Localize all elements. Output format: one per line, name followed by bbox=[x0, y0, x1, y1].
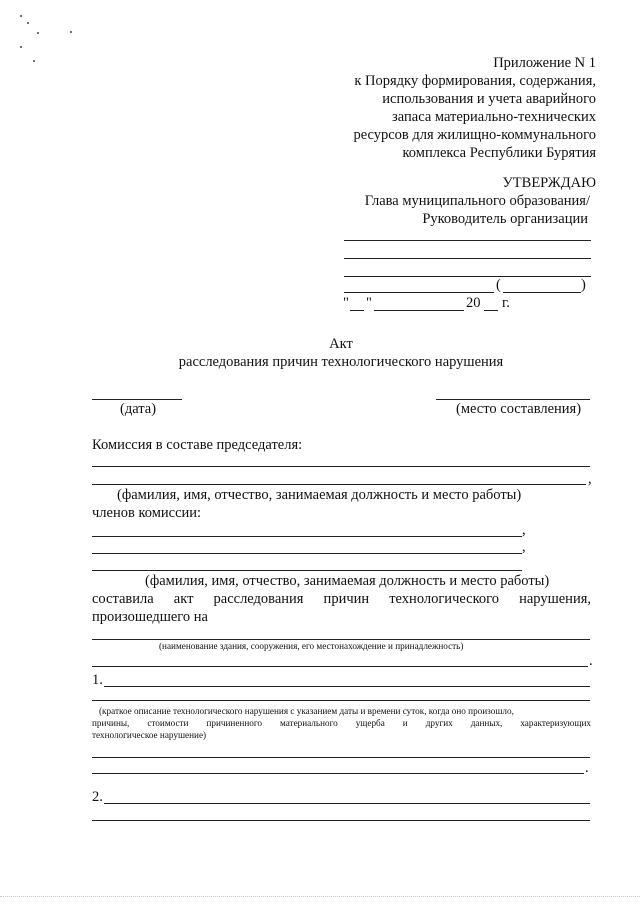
signature-paren-open: ( bbox=[496, 277, 501, 293]
description-caption: технологическое нарушение) bbox=[92, 730, 207, 740]
building-blank-line bbox=[92, 666, 588, 667]
fio-caption: (фамилия, имя, отчество, занимаемая должность и место работы) bbox=[117, 487, 522, 503]
signature-name-line bbox=[503, 292, 581, 293]
approval-position: Руководитель организации bbox=[422, 211, 588, 227]
scan-speck bbox=[70, 31, 72, 33]
date-year-line bbox=[484, 310, 498, 311]
date-day-line bbox=[350, 310, 364, 311]
chair-blank-line bbox=[92, 466, 590, 467]
item-2-blank-line bbox=[104, 803, 590, 804]
description-blank-line bbox=[92, 757, 590, 758]
building-caption: (наименование здания, сооружения, его местонахождение и принадлежность) bbox=[159, 641, 464, 651]
member-comma: , bbox=[522, 539, 526, 555]
date-quote-open: " bbox=[343, 295, 349, 311]
scan-speck bbox=[37, 32, 39, 34]
item-2-number: 2. bbox=[92, 789, 103, 805]
scan-speck bbox=[20, 46, 22, 48]
member-blank-line bbox=[92, 553, 522, 554]
approval-blank-line bbox=[344, 258, 591, 259]
member-blank-line bbox=[92, 536, 522, 537]
appendix-line: запаса материально-технических bbox=[392, 109, 596, 125]
description-caption: (краткое описание технологического нарушения с указанием даты и времени суток, когда оно произошло, bbox=[99, 706, 514, 716]
signature-line bbox=[344, 292, 494, 293]
document-title: Акт bbox=[329, 336, 353, 352]
chair-blank-line bbox=[92, 484, 586, 485]
building-period: . bbox=[589, 653, 593, 669]
date-month-line bbox=[374, 310, 464, 311]
approval-blank-line bbox=[344, 240, 591, 241]
fio-caption-members: (фамилия, имя, отчество, занимаемая должность и место работы) bbox=[145, 573, 550, 589]
chair-comma: , bbox=[588, 471, 592, 487]
scan-edge bbox=[0, 896, 640, 897]
date-year-suffix: г. bbox=[502, 295, 510, 311]
building-blank-line bbox=[92, 639, 590, 640]
description-blank-line bbox=[92, 773, 584, 774]
item-1-blank-line bbox=[104, 686, 590, 687]
approval-blank-line bbox=[344, 276, 591, 277]
item-1-number: 1. bbox=[92, 672, 103, 688]
member-comma: , bbox=[522, 522, 526, 538]
date-quote-close: " bbox=[366, 295, 372, 311]
appendix-line: к Порядку формирования, содержания, bbox=[354, 73, 596, 89]
place-caption: (место составления) bbox=[456, 401, 582, 417]
appendix-line: ресурсов для жилищно-коммунального bbox=[353, 127, 596, 143]
approval-position: Глава муниципального образования/ bbox=[364, 193, 590, 209]
scan-speck bbox=[27, 22, 29, 24]
appendix-number: Приложение N 1 bbox=[493, 55, 596, 71]
members-label: членов комиссии: bbox=[92, 505, 202, 521]
appendix-line: комплекса Республики Бурятия bbox=[402, 145, 596, 161]
description-caption: причины, стоимости причиненного материального ущерба и других данных, характеризующих bbox=[92, 718, 591, 728]
act-statement-cont: произошедшего на bbox=[92, 609, 208, 625]
date-year: 20 bbox=[466, 295, 481, 311]
description-period: . bbox=[585, 760, 589, 776]
member-blank-line bbox=[92, 570, 522, 571]
document-subtitle: расследования причин технологического нарушения bbox=[178, 354, 504, 370]
item-2-blank-line bbox=[92, 820, 590, 821]
appendix-line: использования и учета аварийного bbox=[382, 91, 596, 107]
signature-paren-close: ) bbox=[581, 277, 586, 293]
date-caption: (дата) bbox=[120, 401, 157, 417]
scan-speck bbox=[33, 60, 35, 62]
act-statement: составила акт расследования причин технологического нарушения, bbox=[92, 591, 591, 607]
scan-speck bbox=[20, 15, 22, 17]
commission-chair-label: Комиссия в составе председателя: bbox=[92, 437, 303, 453]
item-1-blank-line bbox=[92, 700, 590, 701]
approval-word: УТВЕРЖДАЮ bbox=[502, 175, 596, 191]
